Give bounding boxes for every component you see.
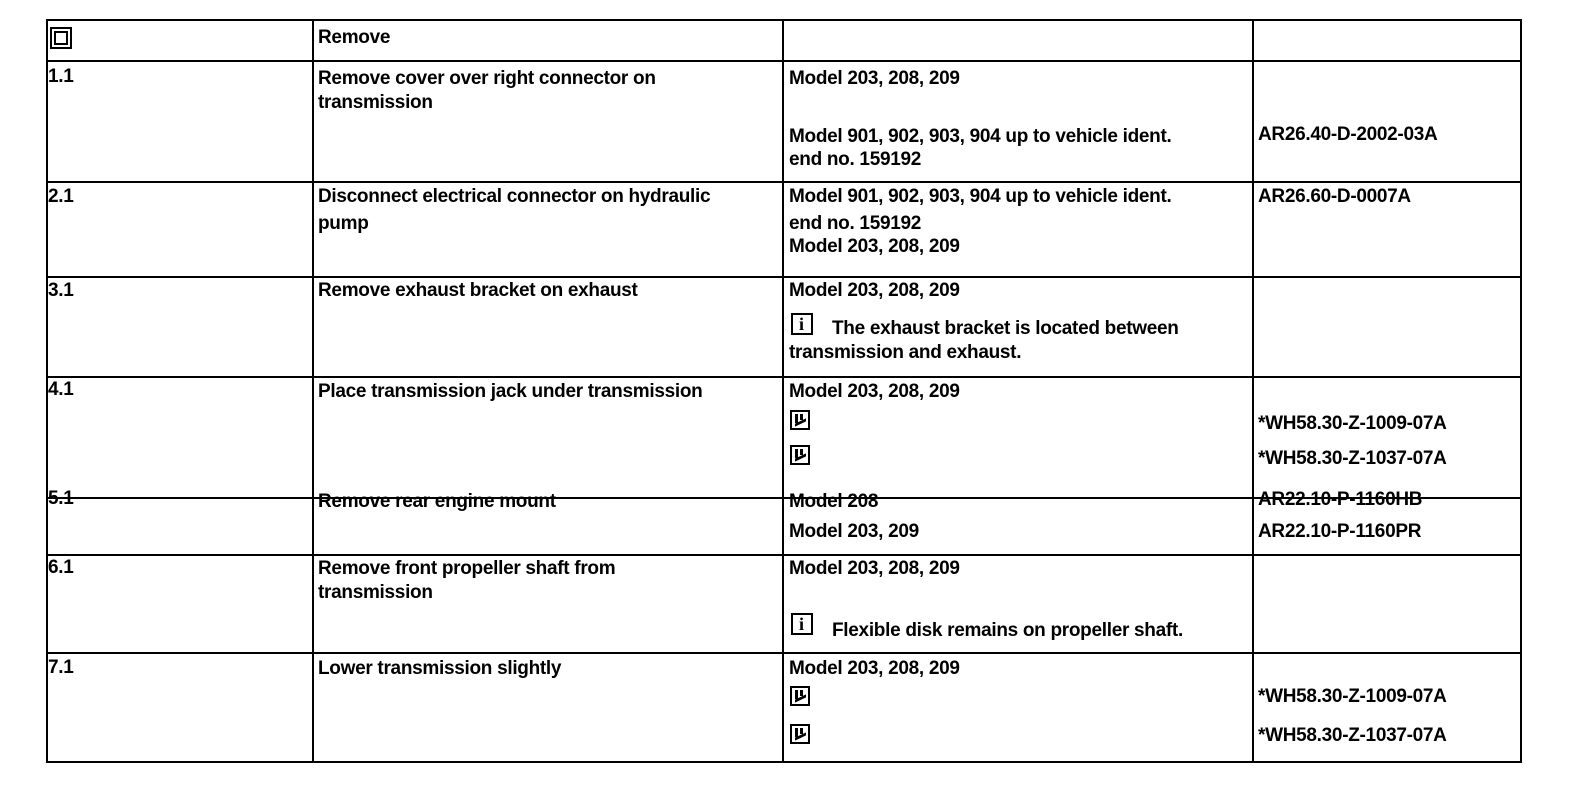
tool-reference-link[interactable]: *WH58.30-Z-1037-07A (1258, 448, 1447, 469)
row-divider (48, 554, 1520, 556)
step-action: Disconnect electrical connector on hydraulic (318, 186, 711, 207)
reference-link[interactable]: AR26.60-D-0007A (1258, 186, 1411, 207)
step-action: Remove exhaust bracket on exhaust (318, 280, 638, 301)
step-action: Place transmission jack under transmission (318, 381, 703, 402)
special-tool-icon (790, 686, 810, 706)
model-note: Model 203, 209 (789, 521, 919, 542)
tool-reference-link[interactable]: *WH58.30-Z-1037-07A (1258, 725, 1447, 746)
model-note: Model 901, 902, 903, 904 up to vehicle ident. (789, 186, 1172, 207)
info-icon: i (791, 613, 813, 635)
step-action: pump (318, 213, 369, 234)
step-number: 3.1 (48, 280, 74, 301)
reference-link[interactable]: AR26.40-D-2002-03A (1258, 124, 1438, 145)
step-action: Remove front propeller shaft from (318, 558, 616, 579)
model-note: Model 901, 902, 903, 904 up to vehicle ident. (789, 126, 1172, 147)
step-action: Lower transmission slightly (318, 658, 562, 679)
row-divider (48, 60, 1520, 62)
row-divider (48, 376, 1520, 378)
header-action: Remove (318, 27, 391, 48)
step-number: 6.1 (48, 557, 74, 578)
special-tool-icon (790, 410, 810, 430)
model-note: Model 203, 208, 209 (789, 280, 960, 301)
column-divider (782, 21, 784, 761)
tool-reference-link[interactable]: *WH58.30-Z-1009-07A (1258, 413, 1447, 434)
step-number: 1.1 (48, 66, 74, 87)
step-number: 4.1 (48, 379, 74, 400)
special-tool-icon (790, 445, 810, 465)
step-number: 2.1 (48, 186, 74, 207)
model-note: Model 203, 208, 209 (789, 68, 960, 89)
model-note: Model 208 (789, 491, 879, 512)
row-divider (48, 276, 1520, 278)
reference-link[interactable]: AR22.10-P-1160HB (1258, 489, 1423, 510)
step-action: transmission (318, 92, 433, 113)
step-action: Remove cover over right connector on (318, 68, 656, 89)
info-note: The exhaust bracket is located between (832, 318, 1179, 339)
row-divider (48, 181, 1520, 183)
column-divider (1252, 21, 1254, 761)
step-action: transmission (318, 582, 433, 603)
info-note: Flexible disk remains on propeller shaft. (832, 620, 1183, 641)
model-note: Model 203, 208, 209 (789, 381, 960, 402)
model-note: Model 203, 208, 209 (789, 658, 960, 679)
step-number: 5.1 (48, 488, 74, 509)
special-tool-icon (790, 724, 810, 744)
step-number: 7.1 (48, 657, 74, 678)
expand-icon (50, 27, 72, 49)
step-action: Remove rear engine mount (318, 491, 556, 512)
info-icon: i (791, 313, 813, 335)
column-divider (312, 21, 314, 761)
model-note: end no. 159192 (789, 213, 922, 234)
model-note: end no. 159192 (789, 149, 922, 170)
reference-link[interactable]: AR22.10-P-1160PR (1258, 521, 1422, 542)
row-divider (48, 652, 1520, 654)
tool-reference-link[interactable]: *WH58.30-Z-1009-07A (1258, 686, 1447, 707)
model-note: Model 203, 208, 209 (789, 236, 960, 257)
info-note: transmission and exhaust. (789, 342, 1022, 363)
model-note: Model 203, 208, 209 (789, 558, 960, 579)
